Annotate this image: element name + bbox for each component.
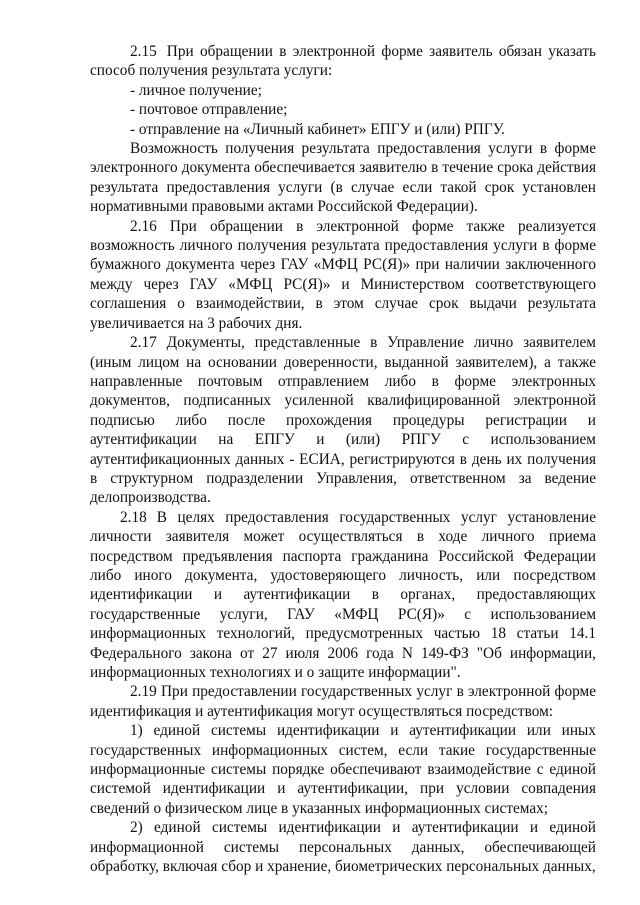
clause-number: 2.18 (120, 508, 147, 526)
list-item: - почтовое отправление; (130, 101, 288, 119)
paragraph-2-17: 2.17 Документы, представленные в Управление лично заявителем (иным лицом на основании доверенности, выданной заявителем), а также направленные почтовым отправлением либо в форме электронных документов, подписанных усиленной квалифицированной электронной подписью либо после прохождения процедуры регистрации и аутентификации на ЕПГУ и (или) РПГУ с использованием аутентификационных данных - ЕСИА, регистрируются в день их получения в структурном подразделении Управления, ответственном за ведение делопроизводства. (90, 334, 596, 507)
paragraph-2-19: 2.19 При предоставлении государственных услуг в электронной форме идентификация и аутентификация могут осуществляться посредством: (90, 683, 596, 720)
paragraph-2-15 (90, 42, 596, 81)
paragraph-2-15-extra: Возможность получения результата предоставления услуги в форме электронного документа обеспечивается заявителю в течение срока действия результата предоставления услуги (в случае если такой срок установлен нормативными правовыми актами Российской Федерации). (90, 140, 596, 216)
document-page (90, 42, 596, 876)
clause-number: 2.15 (130, 43, 157, 60)
clause-text: При обращении в электронной форме заявитель обязан указать способ получения результата услуги: (90, 43, 596, 80)
list-item: - отправление на «Личный кабинет» ЕПГУ и (или) РПГУ. (130, 120, 505, 138)
clause-text: В целях предоставления государственных услуг установление личности заявителя может осуществляться в ходе личного приема посредством предъявления паспорта гражданина Российской Федерации либо иного документа, удостоверяющего личность, или посредством идентификации и аутентификации в органах, предоставляющих государственные услуги, ГАУ «МФЦ РС(Я)» с использованием информационных технологий, предусмотренных частью 18 статьи 14.1 Федерального закона от 27 июля 2006 года N 149-ФЗ "Об информации, информационных технологиях и о защите информации". (90, 508, 596, 681)
paragraph-2-16: 2.16 При обращении в электронной форме также реализуется возможность личного получения результата предоставления услуги в форме бумажного документа через ГАУ «МФЦ РС(Я)» при наличии заключенного между через ГАУ «МФЦ РС(Я)» и Министерством соответствующего соглашения о взаимодействии, в этом случае срок выдачи результата увеличивается на 3 рабочих дня. (90, 217, 596, 332)
paragraph-2-19-item-1: 1) единой системы идентификации и аутентификации или иных государственных информационных систем, если такие государственные информационные системы порядке обеспечивают взаимодействие с единой системой идентификации и аутентификации, при условии совпадения сведений о физическом лице в указанных информационных системах; (90, 722, 596, 817)
paragraph-2-19-item-2: 2) единой системы идентификации и аутентификации и единой информационной системы персональных данных, обеспечивающей обработку, включая сбор и хранение, биометрических персональных данных, (90, 819, 596, 876)
paragraph-2-18 (90, 508, 596, 683)
list-item: - личное получение; (130, 81, 262, 99)
